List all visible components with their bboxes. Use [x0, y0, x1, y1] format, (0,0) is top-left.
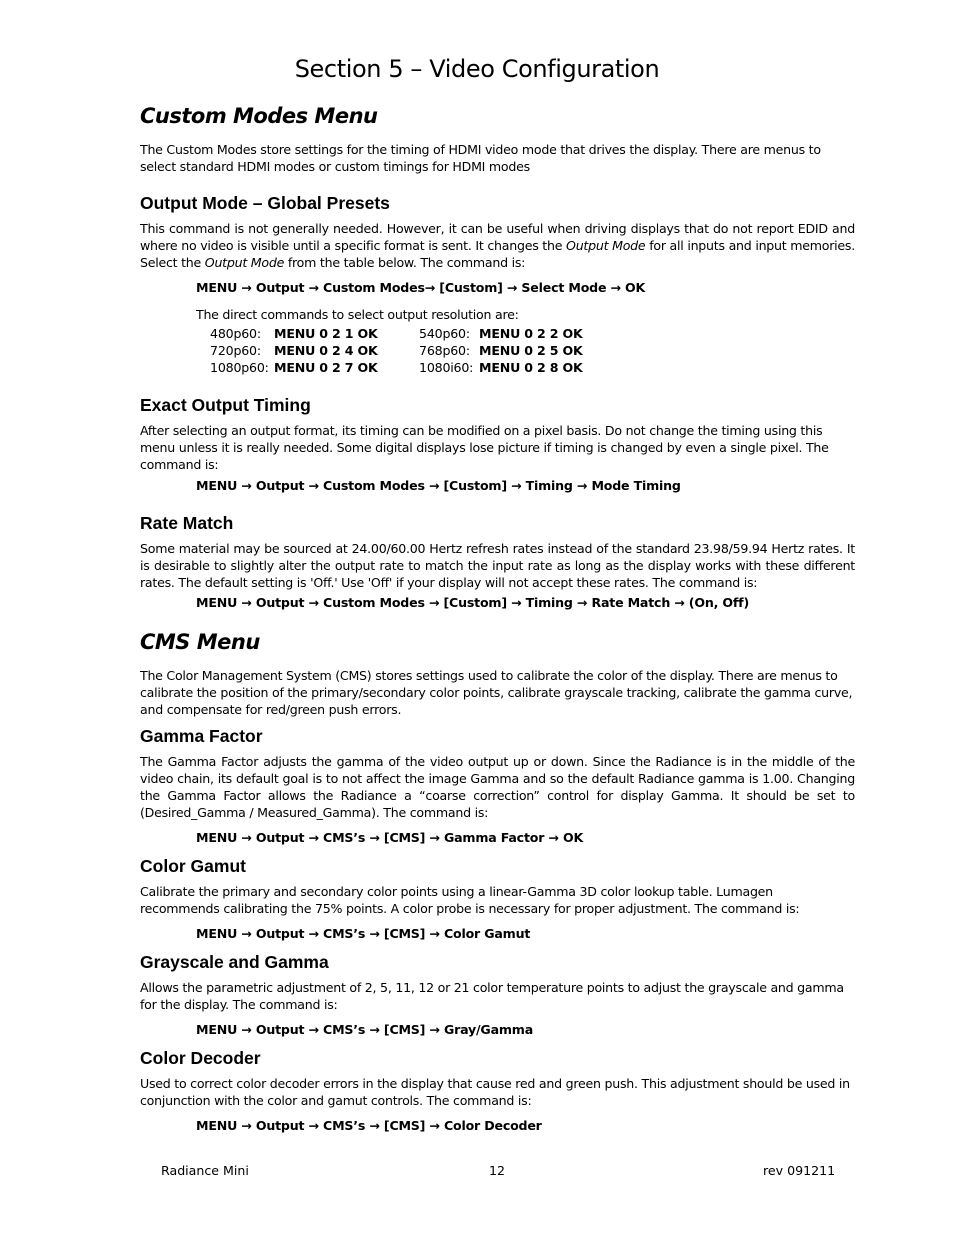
cms-intro: The Color Management System (CMS) stores settings used to calibrate the color of the display. There are menus to calibrate the position of the primary/secondary color points, calibrate grayscale tracking, calibrate the gamma curve, and compensate for red/green push errors. — [140, 668, 853, 717]
resolution-command: MENU 0 2 1 OK — [274, 326, 378, 341]
resolution-command: MENU 0 2 7 OK — [274, 360, 378, 375]
rate-match-command: MENU → Output → Custom Modes → [Custom] → Timing → Rate Match → (On, Off) — [196, 595, 750, 610]
resolution-label: 720p60: — [210, 343, 261, 358]
output-mode-command: MENU → Output → Custom Modes→ [Custom] → Select Mode → OK — [196, 280, 646, 295]
gamma-factor-heading: Gamma Factor — [140, 726, 263, 746]
custom-modes-title: Custom Modes Menu — [140, 104, 378, 128]
rate-match-paragraph: Some material may be sourced at 24.00/60.00 Hertz refresh rates instead of the standard 23.98/59.94 Hertz rates. It is desirable to slightly alter the output rate to match the input rate as long as the display works with these different rates. The default setting is 'Off.' Use 'Off' if your display will not accept these rates. The command is: — [140, 541, 855, 590]
color-decoder-command: MENU → Output → CMS’s → [CMS] → Color Decoder — [196, 1118, 542, 1133]
resolution-command: MENU 0 2 8 OK — [479, 360, 583, 375]
gamma-factor-command: MENU → Output → CMS’s → [CMS] → Gamma Factor → OK — [196, 830, 584, 845]
resolution-label: 540p60: — [419, 326, 470, 341]
color-decoder-heading: Color Decoder — [140, 1048, 261, 1068]
resolution-command: MENU 0 2 2 OK — [479, 326, 583, 341]
resolution-label: 480p60: — [210, 326, 261, 341]
cms-title: CMS Menu — [140, 630, 260, 654]
exact-timing-command: MENU → Output → Custom Modes → [Custom] → Timing → Mode Timing — [196, 478, 681, 493]
custom-modes-intro: The Custom Modes store settings for the timing of HDMI video mode that drives the display. There are menus to select standard HDMI modes or custom timings for HDMI modes — [140, 142, 821, 174]
resolution-command: MENU 0 2 4 OK — [274, 343, 378, 358]
rate-match-heading: Rate Match — [140, 513, 234, 533]
footer-page-number: 12 — [489, 1163, 506, 1178]
exact-timing-paragraph: After selecting an output format, its timing can be modified on a pixel basis. Do not change the timing using this menu unless it is really needed. Some digital displays lose picture if timing is changed by even a single pixel. The command is: — [140, 423, 829, 472]
section-title: Section 5 – Video Configuration — [294, 55, 660, 83]
grayscale-heading: Grayscale and Gamma — [140, 952, 329, 972]
resolution-label: 768p60: — [419, 343, 470, 358]
exact-timing-heading: Exact Output Timing — [140, 395, 311, 415]
direct-commands-intro: The direct commands to select output resolution are: — [196, 307, 519, 322]
resolution-label: 1080i60: — [419, 360, 474, 375]
grayscale-command: MENU → Output → CMS’s → [CMS] → Gray/Gamma — [196, 1022, 534, 1037]
grayscale-paragraph: Allows the parametric adjustment of 2, 5, 11, 12 or 21 color temperature points to adjust the grayscale and gamma for the display. The command is: — [140, 980, 844, 1012]
footer-product: Radiance Mini — [161, 1163, 249, 1178]
output-mode-heading: Output Mode – Global Presets — [140, 193, 390, 213]
color-gamut-heading: Color Gamut — [140, 856, 246, 876]
color-decoder-paragraph: Used to correct color decoder errors in the display that cause red and green push. This adjustment should be used in conjunction with the color and gamut controls. The command is: — [140, 1076, 850, 1108]
footer-revision: rev 091211 — [763, 1163, 836, 1178]
output-mode-paragraph: This command is not generally needed. However, it can be useful when driving displays that do not report EDID and where no video is visible until a specific format is sent. It changes the Output Mode for all inputs and input memories. Select the Output Mode from the table below. The command is: — [140, 221, 855, 270]
resolution-label: 1080p60: — [210, 360, 269, 375]
color-gamut-paragraph: Calibrate the primary and secondary color points using a linear-Gamma 3D color lookup table. Lumagen recommends calibrating the 75% points. A color probe is necessary for proper adjustment. The command is: — [140, 884, 800, 916]
gamma-factor-paragraph: The Gamma Factor adjusts the gamma of the video output up or down. Since the Radiance is in the middle of the video chain, its default goal is to not affect the image Gamma and so the default Radiance gamma is 1.00. Changing the Gamma Factor allows the Radiance a “coarse correction” control for display Gamma. It should be set to (Desired_Gamma / Measured_Gamma). The command is: — [140, 754, 855, 820]
resolution-command: MENU 0 2 5 OK — [479, 343, 583, 358]
color-gamut-command: MENU → Output → CMS’s → [CMS] → Color Gamut — [196, 926, 531, 941]
